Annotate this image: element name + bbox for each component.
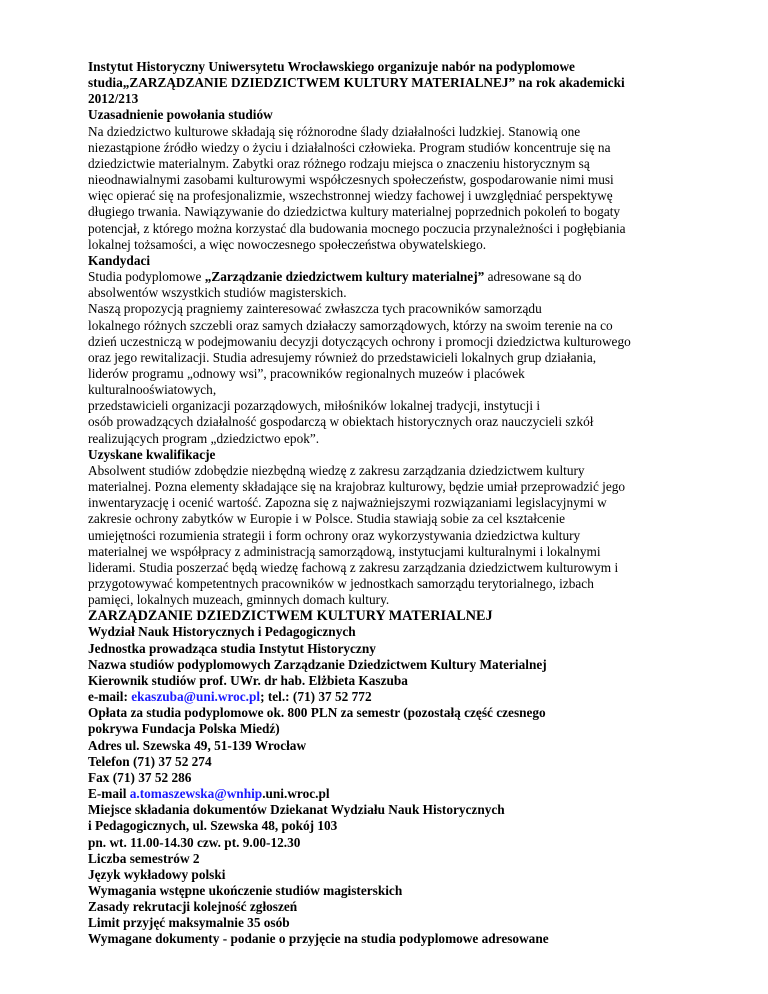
paragraph-line: liderów programu „odnowy wsi”, pracowników regionalnych muzeów i placówek xyxy=(88,365,525,381)
email-domain: .uni.wroc.pl xyxy=(262,786,330,802)
phone-text: ; tel.: (71) 37 52 772 xyxy=(260,689,372,705)
email-label: e-mail: xyxy=(88,689,132,705)
paragraph-line: lokalnej tożsamości, a więc nowoczesnego społeczeństwa obywatelskiego. xyxy=(88,236,487,252)
info-line: Wymagane dokumenty - podanie o przyjęcie na studia podyplomowe adresowane xyxy=(88,931,549,947)
section-heading: Kandydaci xyxy=(88,252,151,268)
title-line: Instytut Historyczny Uniwersytetu Wrocławskiego organizuje nabór na podyplomowe xyxy=(88,59,575,74)
paragraph-line: materialnej we współpracy z administracją samorządową, instytucjami kulturalnymi i lokalnymi xyxy=(88,543,601,559)
info-line: Język wykładowy polski xyxy=(88,866,226,882)
section-heading: Uzasadnienie powołania studiów xyxy=(88,107,273,123)
text-run: Studia podyplomowe xyxy=(88,269,205,285)
paragraph-line: pamięci, lokalnych muzeach, gminnych domach kultury. xyxy=(88,592,390,608)
document-title xyxy=(88,59,708,107)
paragraph-line: lokalnego różnych szczebli oraz samych działaczy samorządowych, którzy na swoim terenie na co xyxy=(88,317,613,333)
section-qualifications xyxy=(88,447,708,609)
director-contact xyxy=(88,689,708,705)
paragraph-line: realizujących program „dziedzictwo epok”. xyxy=(88,430,320,446)
paragraph-line: dzień uczestniczą w podejmowaniu decyzji dotyczących ochrony i promocji dziedzictwa kulturowego xyxy=(88,333,631,349)
title-line: studia„ZARZĄDZANIE DZIEDZICTWEM KULTURY MATERIALNEJ” na rok akademicki xyxy=(88,75,625,91)
info-line: pn. wt. 11.00-14.30 czw. pt. 9.00-12.30 xyxy=(88,834,301,850)
info-line: Jednostka prowadząca studia Instytut Historyczny xyxy=(88,640,376,656)
program-name: „Zarządzanie dziedzictwem kultury materialnej” xyxy=(204,269,485,285)
paragraph-line: zakresie ochrony zabytków w Europie i w Polsce. Studia stawiają sobie za cel kształcenie xyxy=(88,511,566,527)
director-email-link[interactable]: ekaszuba@uni.wroc.pl xyxy=(131,689,261,705)
info-line: Miejsce składania dokumentów Dziekanat Wydziału Nauk Historycznych xyxy=(88,802,505,818)
email-label: E-mail xyxy=(88,786,130,802)
info-heading: ZARZĄDZANIE DZIEDZICTWEM KULTURY MATERIALNEJ xyxy=(88,608,493,625)
text-run: adresowane są do xyxy=(484,269,582,285)
paragraph-line: kulturalnooświatowych, xyxy=(88,382,217,398)
paragraph-line: długiego trwania. Nawiązywanie do dziedzictwa kultury materialnej poprzednich pokoleń to bogaty xyxy=(88,204,621,220)
paragraph-line: więc opierać się na profesjonalizmie, wszechstronnej wiedzy fachowej i uwzględniać perspektywę xyxy=(88,188,613,204)
paragraph-line: liderami. Studia poszerzać będą wiedzę fachową z zakresu zarządzania dziedzictwem kulturowym i xyxy=(88,559,619,575)
info-line: Wymagania wstępne ukończenie studiów magisterskich xyxy=(88,882,403,898)
info-line: Limit przyjęć maksymalnie 35 osób xyxy=(88,915,290,931)
paragraph-line: Absolwent studiów zdobędzie niezbędną wiedzę z zakresu zarządzania dziedzictwem kultury xyxy=(88,462,585,478)
paragraph-line: oraz jego rewitalizacji. Studia adresujemy również do przedstawicieli lokalnych grup działania, xyxy=(88,349,597,365)
paragraph-line: osób prowadzących działalność gospodarczą w obiektach historycznych oraz nauczycieli szkół xyxy=(88,414,594,430)
info-line: Kierownik studiów prof. UWr. dr hab. Elżbieta Kaszuba xyxy=(88,672,408,688)
document-page xyxy=(88,59,708,948)
info-line: pokrywa Fundacja Polska Miedź) xyxy=(88,721,280,737)
info-line: Telefon (71) 37 52 274 xyxy=(88,753,212,769)
info-line: Nazwa studiów podyplomowych Zarządzanie Dziedzictwem Kultury Materialnej xyxy=(88,656,547,672)
office-contact xyxy=(88,786,708,802)
info-line: Adres ul. Szewska 49, 51-139 Wrocław xyxy=(88,737,307,753)
paragraph-line: umiejętności rozumienia strategii i form ochrony oraz wykorzystywania dziedzictwa kultury xyxy=(88,527,581,543)
section-justification xyxy=(88,107,708,252)
paragraph-line: przedstawicieli organizacji pozarządowych, miłośników lokalnej tradycji, instytucji i xyxy=(88,398,541,414)
paragraph-line: potencjał, z którego można korzystać dla budowania mocnego poczucia przynależności i pogłębiania xyxy=(88,220,626,236)
info-line: i Pedagogicznych, ul. Szewska 48, pokój 103 xyxy=(88,818,338,834)
paragraph-line: dziedzictwie materialnym. Zabytki oraz różnego rodzaju miejsca o znaczeniu historycznym są xyxy=(88,155,590,171)
paragraph-line: nieodnawialnymi zasobami kulturowymi współczesnych społeczeństw, gospodarowanie nimi musi xyxy=(88,172,614,188)
paragraph-line: Na dziedzictwo kulturowe składają się różnorodne ślady działalności ludzkiej. Stanowią one xyxy=(88,123,581,139)
paragraph-line: materialnej. Pozna elementy składające się na krajobraz kulturowy, będzie umiał przeprowadzić jego xyxy=(88,479,626,495)
info-line: Opłata za studia podyplomowe ok. 800 PLN za semestr (pozostałą część czesnego xyxy=(88,705,546,721)
info-line: Fax (71) 37 52 286 xyxy=(88,769,192,785)
info-line: Liczba semestrów 2 xyxy=(88,850,200,866)
section-heading: Uzyskane kwalifikacje xyxy=(88,446,216,462)
paragraph-line: absolwentów wszystkich studiów magisterskich. xyxy=(88,285,347,301)
section-candidates xyxy=(88,253,708,447)
paragraph-line xyxy=(88,269,708,285)
info-line: Zasady rekrutacji kolejność zgłoszeń xyxy=(88,899,298,915)
paragraph-line: przygotowywać kompetentnych pracowników w jednostkach samorządu terytorialnego, izbach xyxy=(88,576,594,591)
paragraph-line: niezastąpione źródło wiedzy o życiu i działalności człowieka. Program studiów koncentruje się na xyxy=(88,139,611,155)
office-email-link[interactable]: a.tomaszewska@wnhip xyxy=(129,786,263,802)
paragraph-line: inwentaryzację i ocenić wartość. Zapozna się z najważniejszymi rozwiązaniami legislacyjnymi w xyxy=(88,495,607,511)
title-line: 2012/213 xyxy=(88,91,139,107)
paragraph-line: Naszą propozycją pragniemy zainteresować zwłaszcza tych pracowników samorządu xyxy=(88,301,542,317)
program-info xyxy=(88,608,708,947)
info-line: Wydział Nauk Historycznych i Pedagogicznych xyxy=(88,624,356,640)
